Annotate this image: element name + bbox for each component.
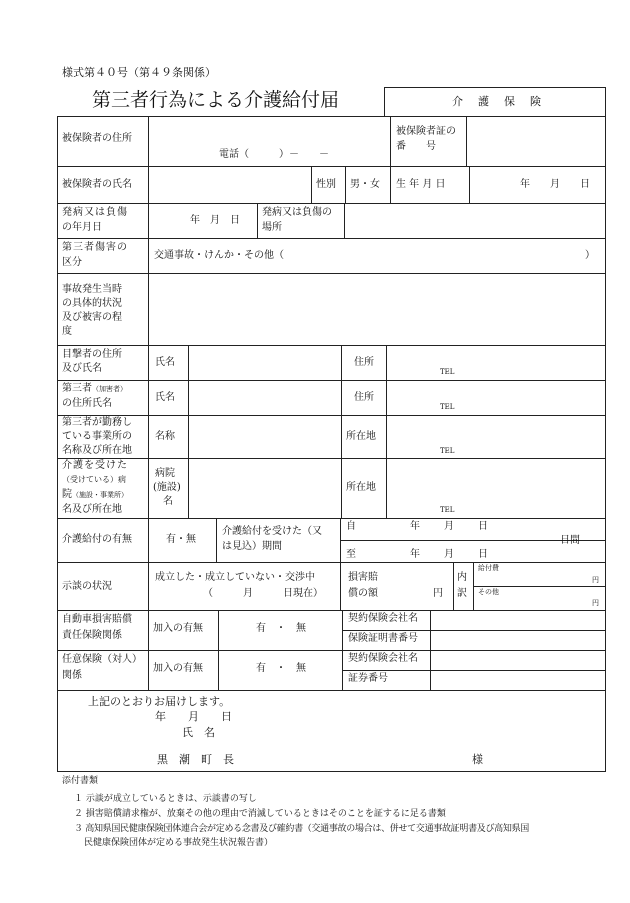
injury-category-label-2: 区分 [62, 257, 82, 268]
employer-label-3: 名称及び所在地 [62, 445, 132, 456]
facility-label-2: （受けている）病 [62, 475, 126, 484]
employer-label-2: ている事業所の [62, 431, 132, 442]
injury-category-options[interactable]: 交通事故・けんか・その他（ [154, 250, 284, 261]
phone-field[interactable]: 電話（ ）－ － [219, 149, 329, 160]
onset-date-label-2: の年月日 [62, 222, 102, 233]
auto-insurance-label: 自動車損害賠償 [62, 614, 132, 625]
facility-label-3a: 院 [62, 489, 72, 500]
attachment-item: ３ 高知県国民健康保険団体連合会が定める念書及び確約書（交通事故の場合は、併せて交通事故証明書及び高知県国 [74, 824, 529, 834]
honorific: 様 [472, 753, 483, 766]
third-party-name-label: 氏名 [155, 392, 175, 403]
settlement-label: 示談の状況 [62, 581, 112, 592]
other-cost-label: その他 [478, 588, 499, 596]
situation-field[interactable] [150, 275, 604, 343]
benefit-cost-label: 給付費 [478, 564, 499, 572]
benefit-cost-yen: 円 [592, 576, 599, 584]
sex-label: 性別 [316, 179, 336, 190]
insured-number-label: 被保険者証の [396, 126, 456, 137]
benefit-period-label: 介護給付を受けた（又 [222, 526, 322, 537]
employer-label: 第三者が勤務し [62, 417, 132, 428]
declaration-name-label: 氏 名 [182, 726, 215, 739]
period-from-day[interactable]: 日 [478, 521, 488, 532]
period-from-label: 自 [346, 521, 356, 532]
witness-name-label: 氏名 [155, 357, 175, 368]
facility-label: 介護を受けた [62, 460, 128, 471]
facility-address-label: 所在地 [346, 482, 376, 493]
facility-address-field[interactable] [388, 460, 604, 516]
employer-name-label: 名称 [155, 431, 175, 442]
third-party-address-label: 住所 [354, 392, 374, 403]
witness-tel-label: TEL [440, 368, 455, 376]
birth-date-field[interactable]: 年 月 日 [520, 179, 590, 190]
onset-place-label: 発病又は負傷の [262, 207, 332, 218]
damages-label-2: 償の額 [348, 588, 378, 599]
witness-label-2: 及び氏名 [62, 363, 102, 374]
address-label: 被保険者の住所 [62, 133, 132, 144]
voluntary-insurance-label: 任意保険（対人） [62, 654, 142, 665]
employer-address-label: 所在地 [346, 431, 376, 442]
third-party-label-note: （加害者） [92, 385, 127, 393]
insured-number-field[interactable] [468, 118, 604, 164]
attachment-item: ２ 損害賠償請求権が、放棄その他の理由で消滅しているときはそのことを証するに足る書類 [74, 809, 446, 819]
voluntary-insurance-cert-field[interactable] [432, 672, 604, 688]
attachment-item: １ 示談が成立しているときは、示談書の写し [74, 794, 257, 804]
employer-tel-label: TEL [440, 447, 455, 455]
third-party-label-2: の住所氏名 [62, 398, 112, 409]
auto-insurance-company-field[interactable] [432, 612, 604, 628]
voluntary-insurance-cert-label: 証券番号 [348, 673, 388, 684]
third-party-name-field[interactable] [190, 382, 339, 413]
facility-tel-label: TEL [440, 506, 455, 514]
situation-label-3: 及び被害の程 [62, 312, 122, 323]
form-category: 介 護 保 険 [452, 95, 543, 108]
voluntary-insurance-options[interactable]: 有 ・ 無 [256, 663, 306, 674]
period-to-day[interactable]: 日 [478, 549, 488, 560]
voluntary-insurance-company-field[interactable] [432, 652, 604, 668]
auto-insurance-options[interactable]: 有 ・ 無 [256, 623, 306, 634]
birth-date-label: 生 年 月 日 [396, 179, 446, 190]
third-party-tel-label: TEL [440, 403, 455, 411]
name-label: 被保険者の氏名 [62, 179, 132, 190]
other-cost-yen: 円 [592, 599, 599, 607]
facility-label-4: 名及び所在地 [62, 504, 122, 515]
period-days[interactable]: 日間 [560, 535, 580, 546]
auto-insurance-label-2: 責任保険関係 [62, 630, 122, 641]
facility-label-3 [62, 490, 128, 500]
third-party-address-field[interactable] [388, 382, 604, 413]
sex-options[interactable]: 男・女 [350, 179, 380, 190]
damages-yen: 円 [433, 588, 443, 599]
injury-category-close: ） [585, 250, 595, 261]
facility-name-label-2: (施設) [153, 482, 181, 493]
voluntary-insurance-label-2: 関係 [62, 670, 82, 681]
auto-insurance-cert-label: 保険証明書番号 [348, 633, 418, 644]
breakdown-label-2: 訳 [457, 588, 467, 599]
auto-insurance-join-label: 加入の有無 [153, 623, 203, 634]
witness-label: 目撃者の住所 [62, 349, 122, 360]
attachments-heading: 添付書類 [62, 776, 99, 786]
period-to-month[interactable]: 月 [444, 549, 454, 560]
name-field[interactable] [150, 168, 309, 201]
onset-place-label-2: 場所 [262, 222, 282, 233]
witness-address-label: 住所 [354, 357, 374, 368]
auto-insurance-cert-field[interactable] [432, 632, 604, 648]
declaration-name-field[interactable] [240, 722, 540, 740]
period-from-month[interactable]: 月 [444, 521, 454, 532]
benefit-period-label-2: は見込）期間 [222, 541, 282, 552]
employer-name-field[interactable] [190, 417, 339, 456]
facility-name-label-3: 名 [163, 496, 173, 507]
facility-label-3b: （施設・事業所） [72, 491, 128, 499]
settlement-as-of[interactable]: （ 月 日現在） [203, 588, 323, 599]
facility-name-label: 病院 [155, 468, 175, 479]
breakdown-label: 内 [457, 572, 467, 583]
form-title: 第三者行為による介護給付届 [92, 89, 340, 111]
settlement-status[interactable]: 成立した・成立していない・交渉中 [155, 572, 315, 583]
auto-insurance-company-label: 契約保険会社名 [348, 613, 418, 624]
insured-number-label-2: 番 号 [396, 141, 436, 152]
witness-name-field[interactable] [190, 347, 339, 378]
benefit-label: 介護給付の有無 [62, 534, 132, 545]
situation-label-4: 度 [62, 326, 72, 337]
period-to-year[interactable]: 年 [410, 549, 420, 560]
damages-label: 損害賠 [348, 572, 378, 583]
period-to-label: 至 [346, 549, 356, 560]
facility-name-field[interactable] [190, 460, 339, 516]
third-party-label [62, 384, 127, 394]
situation-label: 事故発生当時 [62, 284, 122, 295]
recipient: 黒 潮 町 長 [157, 753, 234, 766]
period-from-year[interactable]: 年 [410, 521, 420, 532]
onset-place-field[interactable] [346, 205, 604, 236]
form-number: 様式第４０号（第４９条関係） [62, 66, 216, 79]
witness-address-field[interactable] [388, 347, 604, 378]
declaration-date[interactable]: 年 月 日 [155, 710, 232, 723]
employer-address-field[interactable] [388, 417, 604, 456]
voluntary-insurance-company-label: 契約保険会社名 [348, 653, 418, 664]
onset-date-field[interactable]: 年 月 日 [190, 215, 240, 226]
injury-category-label: 第三者傷害の [62, 242, 128, 253]
voluntary-insurance-join-label: 加入の有無 [153, 663, 203, 674]
declaration-text: 上記のとおりお届けします。 [88, 695, 231, 708]
attachment-item: 民健康保険団体が定める事故発生状況報告書） [84, 838, 274, 848]
benefit-options[interactable]: 有・無 [166, 534, 196, 545]
onset-date-label: 発病又は負傷 [62, 207, 128, 218]
situation-label-2: の具体的状況 [62, 298, 122, 309]
third-party-label-main: 第三者 [62, 383, 92, 394]
